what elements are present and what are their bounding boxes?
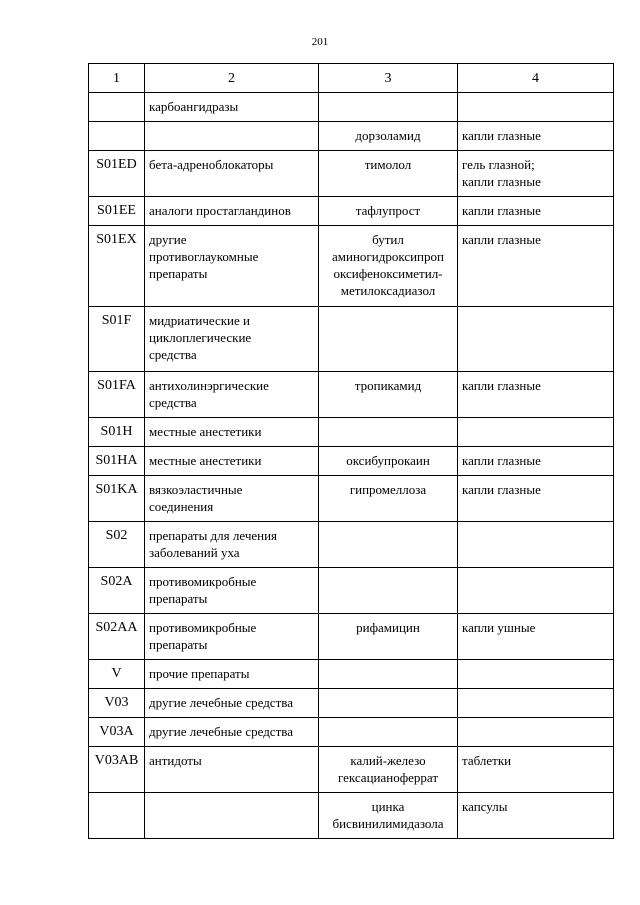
substance-cell xyxy=(319,418,458,447)
atc-code-cell xyxy=(89,660,145,689)
dosage-form-text xyxy=(462,718,609,723)
table-row xyxy=(89,122,614,151)
drug-classification-table xyxy=(88,63,614,839)
table-row xyxy=(89,689,614,718)
group-name-text: другие противоглаукомные препараты xyxy=(149,232,259,281)
group-name-cell xyxy=(145,226,319,307)
dosage-form-text: капли глазные xyxy=(462,232,541,247)
group-name-cell xyxy=(145,718,319,747)
dosage-form-text: капли глазные xyxy=(462,378,541,393)
page-number: 201 xyxy=(311,36,329,48)
group-name-text xyxy=(149,793,314,798)
table-row xyxy=(89,226,614,307)
group-name-text: местные анестетики xyxy=(149,453,262,468)
substance-text: гипромеллоза xyxy=(349,482,427,497)
group-name-cell xyxy=(145,197,319,226)
atc-code-text: V xyxy=(111,666,122,681)
table-row xyxy=(89,522,614,568)
header-col-4: 4 xyxy=(458,64,614,93)
group-name-cell xyxy=(145,522,319,568)
group-name-text: антидоты xyxy=(149,753,202,768)
substance-text: тимолол xyxy=(364,157,412,172)
substance-text: тафлупрост xyxy=(355,203,421,218)
substance-cell xyxy=(319,793,458,839)
atc-code-cell xyxy=(89,718,145,747)
group-name-cell xyxy=(145,689,319,718)
atc-code-text: V03AB xyxy=(94,753,139,768)
table-row xyxy=(89,197,614,226)
atc-code-text: S02 xyxy=(105,528,128,543)
dosage-form-text xyxy=(462,660,609,665)
group-name-cell xyxy=(145,151,319,197)
atc-code-text: V03A xyxy=(99,724,134,739)
substance-cell xyxy=(319,522,458,568)
atc-code-cell xyxy=(89,747,145,793)
group-name-text: антихолинэргические средства xyxy=(149,378,269,410)
dosage-form-cell xyxy=(458,747,614,793)
group-name-cell xyxy=(145,476,319,522)
atc-code-text xyxy=(93,93,140,98)
atc-code-cell xyxy=(89,614,145,660)
dosage-form-cell xyxy=(458,689,614,718)
atc-code-cell xyxy=(89,151,145,197)
atc-code-cell xyxy=(89,122,145,151)
dosage-form-cell xyxy=(458,793,614,839)
atc-code-text: S01FA xyxy=(97,378,136,393)
atc-code-cell xyxy=(89,418,145,447)
substance-text xyxy=(323,93,453,98)
group-name-cell xyxy=(145,660,319,689)
group-name-cell xyxy=(145,418,319,447)
substance-cell xyxy=(319,307,458,372)
dosage-form-text xyxy=(462,522,609,527)
dosage-form-cell xyxy=(458,418,614,447)
atc-code-text: S01EE xyxy=(97,203,136,218)
dosage-form-text: капсулы xyxy=(462,799,508,814)
substance-cell xyxy=(319,689,458,718)
substance-cell xyxy=(319,197,458,226)
dosage-form-cell xyxy=(458,660,614,689)
dosage-form-cell xyxy=(458,476,614,522)
group-name-cell xyxy=(145,122,319,151)
substance-text xyxy=(323,418,453,423)
substance-cell xyxy=(319,151,458,197)
dosage-form-text xyxy=(462,418,609,423)
dosage-form-text: таблетки xyxy=(462,753,512,768)
substance-text: тропикамид xyxy=(354,378,422,393)
group-name-text: противомикробные препараты xyxy=(149,574,257,606)
group-name-text: местные анестетики xyxy=(149,424,262,439)
dosage-form-text: капли глазные xyxy=(462,453,541,468)
dosage-form-cell xyxy=(458,226,614,307)
substance-cell xyxy=(319,226,458,307)
group-name-cell xyxy=(145,614,319,660)
atc-code-cell xyxy=(89,447,145,476)
group-name-text: другие лечебные средства xyxy=(149,695,293,710)
header-col-1: 1 xyxy=(89,64,145,93)
substance-text: бутил аминогидроксипроп оксифеноксиметил- метилоксадиазол xyxy=(332,232,444,298)
atc-code-cell xyxy=(89,793,145,839)
dosage-form-cell xyxy=(458,522,614,568)
dosage-form-cell xyxy=(458,122,614,151)
atc-code-text: S01ED xyxy=(96,157,137,172)
substance-cell xyxy=(319,718,458,747)
atc-code-text: S02A xyxy=(100,574,133,589)
group-name-text: аналоги простагландинов xyxy=(149,203,291,218)
dosage-form-text xyxy=(462,568,609,573)
atc-code-text: S01KA xyxy=(95,482,138,497)
substance-cell xyxy=(319,447,458,476)
atc-code-cell xyxy=(89,93,145,122)
atc-code-cell xyxy=(89,522,145,568)
substance-cell xyxy=(319,614,458,660)
atc-code-cell xyxy=(89,372,145,418)
dosage-form-cell xyxy=(458,372,614,418)
substance-text: цинка бисвинилимидазола xyxy=(332,799,444,831)
substance-text xyxy=(323,307,453,312)
substance-text: дорзоламид xyxy=(355,128,421,143)
dosage-form-text xyxy=(462,689,609,694)
atc-code-text: S01H xyxy=(100,424,133,439)
dosage-form-text xyxy=(462,93,609,98)
group-name-cell xyxy=(145,93,319,122)
table-row xyxy=(89,718,614,747)
dosage-form-text: капли глазные xyxy=(462,128,541,143)
atc-code-cell xyxy=(89,476,145,522)
atc-code-cell xyxy=(89,568,145,614)
substance-cell xyxy=(319,476,458,522)
group-name-cell xyxy=(145,568,319,614)
substance-cell xyxy=(319,568,458,614)
group-name-text: противомикробные препараты xyxy=(149,620,257,652)
substance-text xyxy=(323,522,453,527)
atc-code-text: S01HA xyxy=(95,453,138,468)
substance-text: оксибупрокаин xyxy=(346,453,430,468)
dosage-form-cell xyxy=(458,151,614,197)
table-row xyxy=(89,418,614,447)
dosage-form-cell xyxy=(458,447,614,476)
dosage-form-text: гель глазной; капли глазные xyxy=(462,157,541,189)
dosage-form-cell xyxy=(458,568,614,614)
substance-cell xyxy=(319,372,458,418)
group-name-text xyxy=(149,122,314,127)
substance-text xyxy=(323,568,453,573)
table-row xyxy=(89,660,614,689)
group-name-text: бета-адреноблокаторы xyxy=(149,157,274,172)
group-name-text: прочие препараты xyxy=(149,666,250,681)
table-row xyxy=(89,447,614,476)
table-row xyxy=(89,476,614,522)
atc-code-text: S01EX xyxy=(96,232,137,247)
table-row xyxy=(89,614,614,660)
dosage-form-cell xyxy=(458,718,614,747)
dosage-form-text: капли ушные xyxy=(462,620,536,635)
dosage-form-cell xyxy=(458,614,614,660)
substance-cell xyxy=(319,660,458,689)
header-col-2: 2 xyxy=(145,64,319,93)
substance-text xyxy=(323,718,453,723)
group-name-cell xyxy=(145,372,319,418)
group-name-text: мидриатические и циклоплегические средства xyxy=(149,313,252,362)
atc-code-text: S01F xyxy=(101,313,132,328)
atc-code-text xyxy=(93,122,140,127)
dosage-form-text: капли глазные xyxy=(462,203,541,218)
dosage-form-text: капли глазные xyxy=(462,482,541,497)
dosage-form-cell xyxy=(458,197,614,226)
atc-code-text: S02AA xyxy=(95,620,138,635)
substance-cell xyxy=(319,93,458,122)
atc-code-text xyxy=(93,793,140,798)
substance-cell xyxy=(319,747,458,793)
table-row xyxy=(89,793,614,839)
table-row xyxy=(89,568,614,614)
group-name-text: вязкоэластичные соединения xyxy=(149,482,243,514)
table-row xyxy=(89,93,614,122)
atc-code-cell xyxy=(89,689,145,718)
atc-code-cell xyxy=(89,307,145,372)
atc-code-cell xyxy=(89,226,145,307)
group-name-cell xyxy=(145,447,319,476)
dosage-form-cell xyxy=(458,93,614,122)
group-name-text: карбоангидразы xyxy=(149,99,239,114)
substance-text: калий-железо гексацианоферрат xyxy=(337,753,439,785)
atc-code-cell xyxy=(89,197,145,226)
table-row xyxy=(89,372,614,418)
substance-text xyxy=(323,689,453,694)
substance-cell xyxy=(319,122,458,151)
table-row xyxy=(89,151,614,197)
group-name-text: препараты для лечения заболеваний уха xyxy=(149,528,278,560)
dosage-form-cell xyxy=(458,307,614,372)
dosage-form-text xyxy=(462,307,609,312)
atc-code-text: V03 xyxy=(104,695,129,710)
substance-text xyxy=(323,660,453,665)
group-name-cell xyxy=(145,793,319,839)
group-name-cell xyxy=(145,747,319,793)
header-row xyxy=(89,64,614,93)
substance-text: рифамицин xyxy=(356,620,420,635)
table-row xyxy=(89,307,614,372)
group-name-text: другие лечебные средства xyxy=(149,724,293,739)
table-row xyxy=(89,747,614,793)
header-col-3: 3 xyxy=(319,64,458,93)
group-name-cell xyxy=(145,307,319,372)
